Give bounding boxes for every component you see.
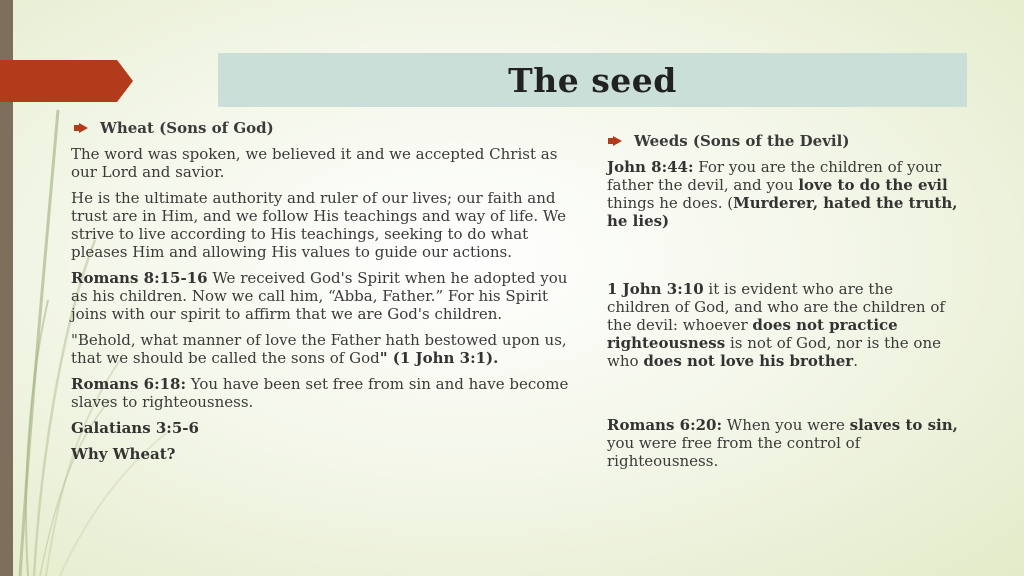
weeds-p1-c: things he does. ( (607, 194, 734, 212)
title-bar (218, 53, 967, 107)
wheat-paragraph-3 (71, 269, 571, 323)
ref-romans-6-18: Romans 6:18: (71, 375, 187, 393)
ref-john-8-44: John 8:44: (607, 158, 694, 176)
weeds-p3-c: you were free from the control of righteousness. (607, 434, 861, 470)
weeds-p2-d: does not love his brother (643, 352, 854, 370)
arrow-bullet-icon (79, 123, 88, 133)
wheat-paragraph-5-text: You have been set free from sin and have become slaves to righteousness. (71, 375, 569, 411)
arrow-bullet-icon (613, 136, 622, 146)
ref-romans-8-15: Romans 8:15-16 (71, 269, 208, 287)
wheat-paragraph-6 (71, 419, 571, 437)
weeds-p1-d: Murderer, hated the truth, he lies) (607, 194, 958, 230)
wheat-paragraph-4 (71, 331, 571, 367)
weeds-p2-e: . (853, 352, 858, 370)
wheat-paragraph-1: The word was spoken, we believed it and we accepted Christ as our Lord and savior. (71, 145, 558, 181)
weeds-p3-a: When you were (722, 416, 850, 434)
weeds-paragraph-3 (607, 416, 959, 470)
ref-romans-6-20: Romans 6:20: (607, 416, 723, 434)
weeds-paragraph-2 (607, 280, 959, 370)
wheat-paragraph-4-text: "Behold, what manner of love the Father hath bestowed upon us, that we should be called the sons of God (71, 331, 567, 367)
slide-title: The seed (508, 60, 677, 100)
wheat-heading-text: Wheat (Sons of God) (100, 119, 274, 137)
weeds-column (607, 132, 959, 470)
weeds-p3-b: slaves to sin, (849, 416, 958, 434)
title-arrow-tab (0, 60, 133, 102)
wheat-paragraph-2: He is the ultimate authority and ruler of our lives; our faith and trust are in Him, and we follow His teachings and way of life. We strive to live according to His teachings, seeking to do what pleases Him and allowing His values to guide our actions. (71, 189, 567, 261)
weeds-p2-b: does not practice righteousness (607, 316, 898, 352)
wheat-heading (73, 119, 571, 137)
ref-galatians-3-5: Galatians 3:5-6 (71, 419, 199, 437)
weeds-p1-a: For you are the children of your father the devil, and you (607, 158, 942, 194)
weeds-p1-b: love to do the evil (798, 176, 948, 194)
wheat-paragraph-5 (71, 375, 571, 411)
why-wheat: Why Wheat? (71, 445, 176, 463)
wheat-column (71, 119, 571, 471)
weeds-heading (607, 132, 959, 150)
wheat-paragraph-7 (71, 445, 571, 463)
weeds-p2-c: is not of God, nor is the one who (607, 334, 941, 370)
weeds-paragraph-1 (607, 158, 959, 230)
wheat-paragraph-3-text: We received God's Spirit when he adopted you as his children. Now we call him, “Abba, Father.” For his Spirit joins with our spirit to affirm that we are God's children. (71, 269, 568, 323)
weeds-p2-a: it is evident who are the children of God, and who are the children of the devil: whoever (607, 280, 945, 334)
ref-1-john-3-1: " (1 John 3:1). (379, 349, 499, 367)
ref-1-john-3-10: 1 John 3:10 (607, 280, 704, 298)
weeds-heading-text: Weeds (Sons of the Devil) (634, 132, 850, 150)
